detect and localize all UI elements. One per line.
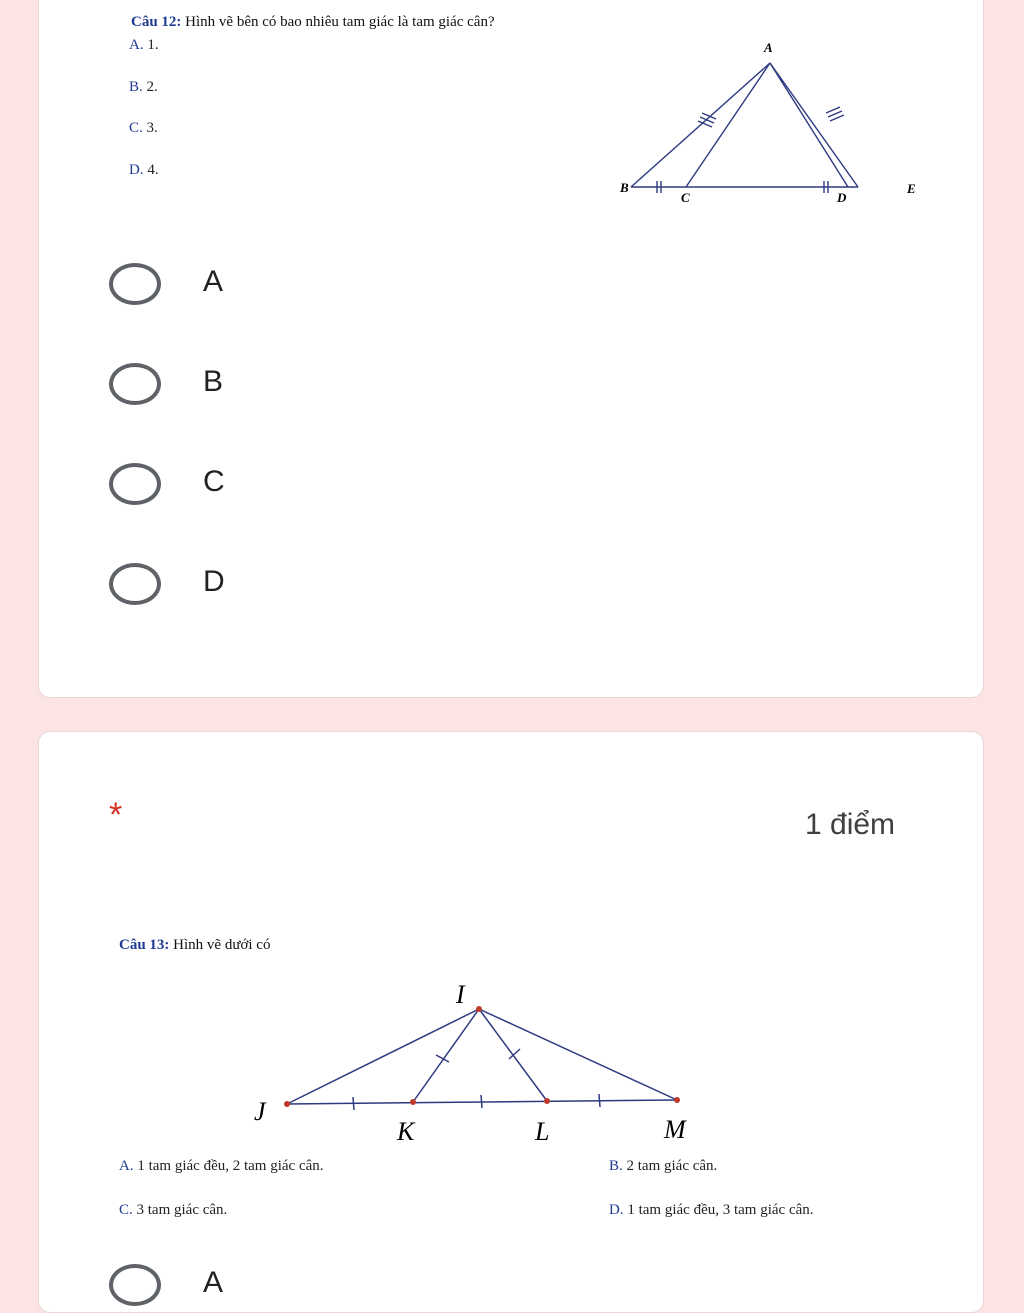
radio-c[interactable]	[109, 463, 161, 505]
radio-a[interactable]	[109, 263, 161, 305]
question-12-title	[131, 14, 495, 31]
point-m-label: M	[664, 1115, 686, 1144]
point-l-label: L	[535, 1117, 550, 1146]
point-d-label: D	[837, 190, 847, 205]
q13-radio-a[interactable]	[109, 1264, 161, 1306]
question-13-title	[119, 937, 270, 954]
segment-ab	[631, 63, 770, 187]
q13-triangle-figure	[239, 977, 759, 1147]
segment-ad	[770, 63, 848, 187]
segment-im	[479, 1009, 677, 1100]
point-j-label: J	[254, 1097, 266, 1126]
segment-ac	[686, 63, 770, 187]
required-asterisk: *	[109, 796, 123, 834]
segment-ik	[413, 1009, 479, 1102]
points-label: 1 điểm	[805, 808, 896, 841]
segment-ae	[770, 63, 858, 187]
question-13-text: Hình vẽ dưới có	[173, 937, 271, 953]
choice-c-label: C	[203, 465, 225, 498]
point-k-label: K	[397, 1117, 415, 1146]
q12-option-d: D. 4.	[129, 162, 159, 178]
q12-option-b: B. 2.	[129, 79, 158, 95]
point-b-label: B	[620, 180, 629, 195]
q13-choice-a-label: A	[203, 1266, 224, 1299]
q12-option-a: A. 1.	[129, 37, 159, 53]
q13-option-b: B. 2 tam giác cân.	[609, 1158, 718, 1174]
question-13-label: Câu 13:	[119, 937, 170, 953]
radio-b[interactable]	[109, 363, 161, 405]
q12-triangle-figure	[569, 39, 939, 219]
choice-c[interactable]	[109, 461, 409, 511]
choice-a[interactable]	[109, 261, 409, 311]
segment-ij	[287, 1009, 479, 1104]
question-12-label: Câu 12:	[131, 14, 182, 30]
choice-d[interactable]	[109, 561, 409, 611]
point-e-label: E	[907, 181, 916, 196]
q13-option-c: C. 3 tam giác cân.	[119, 1202, 228, 1218]
q13-choice-a[interactable]	[109, 1262, 409, 1312]
choice-b[interactable]	[109, 361, 409, 411]
choice-d-label: D	[203, 565, 225, 598]
point-a-label: A	[764, 40, 773, 55]
point-c-label: C	[681, 190, 690, 205]
question-card-12	[38, 0, 984, 698]
q13-option-d: D. 1 tam giác đều, 3 tam giác cân.	[609, 1202, 814, 1218]
point-i-label: I	[456, 980, 465, 1009]
question-12-text: Hình vẽ bên có bao nhiêu tam giác là tam giác cân?	[185, 14, 495, 30]
q13-option-a: A. 1 tam giác đều, 2 tam giác cân.	[119, 1158, 324, 1174]
question-card-13	[38, 731, 984, 1313]
q12-option-c: C. 3.	[129, 120, 158, 136]
radio-d[interactable]	[109, 563, 161, 605]
choice-b-label: B	[203, 365, 224, 398]
choice-a-label: A	[203, 265, 224, 298]
q13-points	[284, 1006, 680, 1107]
